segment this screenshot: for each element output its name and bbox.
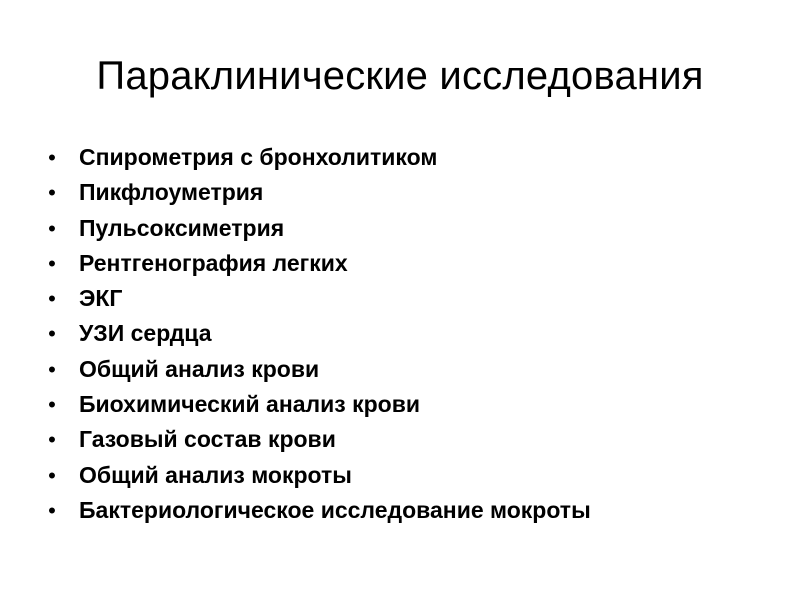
list-item-text: Рентгенография легких (79, 249, 348, 276)
bullet-list (44, 140, 774, 528)
list-item-text: Бактериологическое исследование мокроты (79, 496, 591, 523)
list-item (44, 352, 774, 387)
list-item (44, 387, 774, 422)
slide-title: Параклинические исследования (96, 54, 704, 98)
bullet-icon: • (48, 286, 56, 312)
list-item-text: Пикфлоуметрия (79, 179, 264, 206)
list-item (44, 458, 774, 493)
list-item-text: Газовый состав крови (79, 426, 336, 453)
list-item (44, 422, 774, 457)
bullet-icon: • (48, 497, 56, 523)
list-item-text: Общий анализ крови (79, 355, 320, 382)
list-item (44, 211, 774, 246)
bullet-icon: • (48, 427, 56, 453)
bullet-icon: • (48, 392, 56, 418)
list-item (44, 281, 774, 316)
bullet-icon: • (48, 145, 56, 170)
list-item (44, 246, 774, 281)
list-item (44, 175, 774, 210)
list-item-text: Пульсоксиметрия (79, 214, 285, 241)
list-item-text: Общий анализ мокроты (79, 461, 352, 488)
list-item-text: Спирометрия с бронхолитиком (79, 144, 438, 170)
bullet-icon: • (48, 356, 56, 382)
bullet-icon: • (48, 180, 56, 206)
list-item (44, 493, 774, 528)
list-item-text: Биохимический анализ крови (79, 391, 420, 418)
list-item (44, 140, 774, 175)
bullet-icon: • (48, 250, 56, 276)
list-item (44, 316, 774, 351)
bullet-icon: • (48, 321, 56, 347)
bullet-icon: • (48, 215, 56, 241)
bullet-icon: • (48, 462, 56, 488)
list-item-text: ЭКГ (79, 285, 123, 312)
list-item-text: УЗИ сердца (79, 320, 212, 347)
